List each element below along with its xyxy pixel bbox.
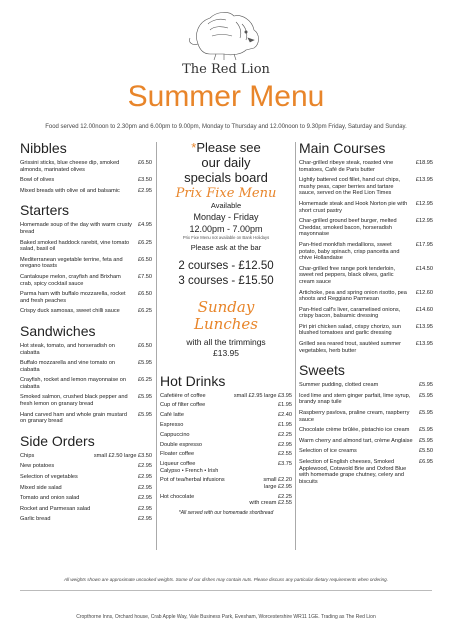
item-desc: Homemade soup of the day with warm crusty bread xyxy=(20,222,132,235)
item-price: £13.95 xyxy=(415,323,433,330)
item-price: £12.95 xyxy=(415,218,433,225)
item-desc: Double espresso xyxy=(160,441,202,448)
item-price: £6.25 xyxy=(138,308,152,315)
item-desc: Cup of filter coffee xyxy=(160,402,206,409)
prix-fixe-available: Available xyxy=(210,200,242,210)
item-price: £17.95 xyxy=(415,241,433,248)
item-price: £1.95 xyxy=(278,421,292,428)
item-desc: Bowl of olives xyxy=(20,177,55,184)
item-desc: Hand carved ham and whole grain mustard on granary bread xyxy=(20,411,127,425)
item-desc: Crayfish, rocket and lemon mayonnaise on ciabatta xyxy=(20,377,127,390)
item-desc: Grilled sea reared trout, sautéed summer vegetables, herb butter xyxy=(299,341,401,354)
list-item xyxy=(160,432,292,439)
item-price: £3.75 xyxy=(278,461,292,468)
specials-line: our daily xyxy=(201,155,251,170)
item-desc: Grissini sticks, blue cheese dip, smoked almonds, marinated olives xyxy=(20,160,120,173)
item-price: £6.25 xyxy=(138,377,152,384)
item-desc: Calypso • French • Irish xyxy=(160,467,219,474)
item-desc: Char-grilled ground beef burger, melted Cheddar, smoked bacon, horseradish mayonnaise xyxy=(299,218,397,238)
prix-fixe-days: Monday - Friday xyxy=(193,211,259,222)
sunday-price: £13.95 xyxy=(213,347,239,358)
specials-line: specials board xyxy=(184,170,268,185)
item-price: £5.95 xyxy=(138,394,152,401)
two-courses-price: 2 courses - £12.50 xyxy=(178,259,274,272)
list-item xyxy=(299,341,433,354)
item-desc: Artichoke, pea and spring onion risotto, pea shoots and Reggiano Parmesan xyxy=(299,289,407,303)
item-desc: Lightly battered cod fillet, hand cut chips, mushy peas, caper berries and tartare sauce, served on the Red Lion Times xyxy=(299,177,401,197)
footer-address: Cropthorne Inns, Orchard house, Crab Apple Way, Vale Business Park, Evesham, Worcestershire WR11 1GE. Trading as The Red Lion xyxy=(76,614,376,620)
item-desc: Char-grilled free range pork tenderloin, sweet red peppers, black olives, garlic cream sauce xyxy=(299,265,396,285)
item-price: £12.60 xyxy=(415,289,433,296)
list-item xyxy=(20,394,152,407)
prix-fixe-box xyxy=(160,186,292,289)
item-price: £2.95 xyxy=(138,463,152,470)
list-item xyxy=(299,160,433,173)
list-item xyxy=(299,438,433,445)
lion-logo-icon xyxy=(176,4,276,64)
item-desc: Buffalo mozzarella and vine tomato on ciabatta xyxy=(20,360,116,373)
item-price: £2.40 xyxy=(278,412,292,419)
list-item xyxy=(299,201,433,214)
item-desc: Warm cherry and almond tart, crème Anglaise xyxy=(299,437,413,444)
item-desc: Pot of tea/herbal infusions xyxy=(160,477,225,484)
item-price: large £2.95 xyxy=(264,484,292,491)
middle-column xyxy=(160,140,292,517)
item-desc: Chocolate crème brûlée, pistachio ice cream xyxy=(299,427,410,434)
list-item xyxy=(20,274,152,287)
column-divider xyxy=(295,142,296,550)
list-item xyxy=(20,474,152,481)
list-item xyxy=(299,177,433,197)
item-price: £5.95 xyxy=(419,392,433,399)
item-price: £3.50 xyxy=(138,177,152,184)
list-item xyxy=(299,290,433,303)
list-item xyxy=(20,453,152,460)
item-desc: Smoked salmon, crushed black pepper and fresh lemon on granary bread xyxy=(20,394,128,408)
item-price: small £2.50 large £3.50 xyxy=(93,452,152,459)
item-desc: Iced lime and stem ginger parfait, lime syrup, brandy snap tuile xyxy=(299,392,411,406)
item-desc: Hot steak, tomato, and horseradish on ciabatta xyxy=(20,342,115,356)
sunday-title: Lunches xyxy=(194,314,258,333)
item-desc: Cantaloupe melon, crayfish and Brixham crab, spicy cocktail sauce xyxy=(20,273,121,287)
prix-fixe-ask: Please ask at the bar xyxy=(190,242,262,252)
list-item xyxy=(160,494,292,501)
starters-list xyxy=(20,222,152,315)
item-price: £6.50 xyxy=(138,342,152,349)
hot-drinks-list xyxy=(160,393,292,507)
page-title: Summer Menu xyxy=(127,80,325,113)
sweets-heading: Sweets xyxy=(299,362,345,379)
item-price: £2.55 xyxy=(278,451,292,458)
item-price: £5.95 xyxy=(419,437,433,444)
main-courses-heading: Main Courses xyxy=(299,140,386,156)
list-item xyxy=(160,402,292,409)
item-price: £2.95 xyxy=(138,484,152,491)
main-courses-list xyxy=(299,160,433,354)
item-price: £2.95 xyxy=(278,441,292,448)
sandwiches-heading: Sandwiches xyxy=(20,322,96,339)
sunday-trimmings: with all the trimmings xyxy=(186,336,266,347)
list-item xyxy=(299,393,433,406)
item-price: £5.95 xyxy=(419,410,433,417)
list-item xyxy=(160,422,292,429)
sandwiches-list xyxy=(20,343,152,425)
specials-notice xyxy=(160,140,292,185)
list-item xyxy=(299,218,433,238)
list-item xyxy=(299,307,433,320)
item-price: £5.95 xyxy=(419,427,433,434)
list-item xyxy=(160,461,292,468)
item-desc: Baked smoked haddock rarebit, vine tomato salad, basil oil xyxy=(20,239,130,253)
prix-fixe-note: Prix Fixe Menu not available on Bank Holidays xyxy=(182,234,270,240)
list-item xyxy=(160,500,292,507)
item-price: £18.95 xyxy=(415,160,433,166)
item-price: £2.95 xyxy=(138,516,152,523)
item-desc: Raspberry pavlova, praline cream, raspberry sauce xyxy=(299,410,410,423)
list-item xyxy=(299,242,433,262)
item-desc: Tomato and onion salad xyxy=(20,495,80,502)
item-price: £4.95 xyxy=(138,222,152,229)
item-desc: Mediterranean vegetable terrine, feta and oregano toasts xyxy=(20,256,123,270)
list-item xyxy=(20,377,152,390)
list-item xyxy=(160,477,292,484)
item-desc: Mixed breads with olive oil and balsamic xyxy=(20,187,120,194)
item-desc: Floater coffee xyxy=(160,451,195,458)
item-price: £5.95 xyxy=(138,411,152,418)
item-price: £5.95 xyxy=(138,360,152,367)
list-item xyxy=(20,485,152,492)
column-divider xyxy=(156,142,157,550)
item-price: £2.25 xyxy=(278,493,292,500)
item-desc: Espresso xyxy=(160,421,184,428)
item-price: £2.95 xyxy=(138,495,152,502)
item-desc: Piri piri chicken salad, crispy chorizo, sun blushed tomatoes and garlic dressing xyxy=(299,323,401,337)
item-price: £5.95 xyxy=(419,382,433,389)
list-item xyxy=(20,308,152,315)
item-desc: Pan-fried monkfish medallions, sweet potato, baby spinach, crisp pancetta and chive Hollandaise xyxy=(299,241,400,262)
item-price: £13.95 xyxy=(415,177,433,184)
list-item xyxy=(160,393,292,400)
item-price: £14.50 xyxy=(415,265,433,272)
starters-heading: Starters xyxy=(20,202,70,219)
item-price: £2.95 xyxy=(138,505,152,512)
hot-drinks-note: *All served with our homemade shortbread xyxy=(178,510,274,517)
item-desc: Selection of ice creams xyxy=(299,448,357,455)
item-price: £14.60 xyxy=(415,306,433,313)
item-desc: Selection of vegetables xyxy=(20,474,78,481)
list-item xyxy=(20,257,152,270)
item-price: £6.50 xyxy=(138,160,152,166)
list-item xyxy=(20,343,152,356)
list-item xyxy=(299,410,433,423)
item-price: £6.50 xyxy=(138,256,152,263)
list-item xyxy=(160,451,292,458)
item-price: £1.95 xyxy=(278,402,292,409)
item-desc: Hot chocolate xyxy=(160,493,195,500)
specials-line: Please see xyxy=(196,140,261,155)
list-item xyxy=(160,442,292,449)
item-desc: Mixed side salad xyxy=(20,484,62,491)
side-orders-list xyxy=(20,453,152,523)
item-price: £12.95 xyxy=(415,200,433,207)
right-column xyxy=(299,140,433,489)
prix-fixe-hours: 12.00pm - 7.00pm xyxy=(189,223,263,234)
hot-drinks-heading: Hot Drinks xyxy=(160,372,226,389)
item-desc: Cafetière of coffee xyxy=(160,392,206,399)
item-price: small £2.95 large £3.95 xyxy=(233,392,292,399)
item-desc: Chips xyxy=(20,452,35,459)
list-item xyxy=(20,188,152,195)
item-price: £6.95 xyxy=(419,459,433,465)
item-desc: Parma ham with buffalo mozzarella, rocket and fresh peaches xyxy=(20,291,126,304)
nibbles-list xyxy=(20,160,152,194)
item-desc: Homemade steak and Hook Norton pie with short crust pastry xyxy=(299,200,408,214)
list-item xyxy=(20,291,152,304)
item-price: small £2.20 xyxy=(263,477,292,484)
item-desc: Summer pudding, clotted cream xyxy=(299,382,379,389)
nibbles-heading: Nibbles xyxy=(20,140,67,156)
sunday-title: Sunday xyxy=(197,297,255,316)
item-price: £13.95 xyxy=(415,341,433,348)
list-item xyxy=(20,360,152,373)
item-price: £2.25 xyxy=(278,431,292,438)
item-desc: New potatoes xyxy=(20,463,55,470)
left-column xyxy=(20,140,152,527)
list-item xyxy=(20,463,152,470)
list-item xyxy=(20,495,152,502)
side-orders-heading: Side Orders xyxy=(20,432,95,449)
item-desc: Char-grilled ribeye steak, roasted vine tomatoes, Café de Paris butter xyxy=(299,160,394,173)
item-desc: Café latte xyxy=(160,412,184,419)
list-item xyxy=(20,516,152,523)
item-price: with cream £2.55 xyxy=(249,500,292,507)
item-desc: Crispy duck samosas, sweet chilli sauce xyxy=(20,308,120,315)
item-desc: Cappuccino xyxy=(160,431,190,438)
item-price: £5.50 xyxy=(419,448,433,455)
list-item xyxy=(160,484,292,491)
specials-star: * xyxy=(191,140,197,155)
list-item xyxy=(20,177,152,184)
item-price: £2.95 xyxy=(138,187,152,194)
list-item xyxy=(20,506,152,513)
item-price: £7.50 xyxy=(138,273,152,280)
list-item xyxy=(20,240,152,253)
menu-header xyxy=(0,0,452,130)
list-item xyxy=(160,412,292,419)
item-price: £2.95 xyxy=(138,474,152,481)
serving-times: Food served 12.00noon to 2.30pm and 6.00pm to 9.00pm, Monday to Thursday and 12.00noon to 9.30pm Friday, Saturday and Sunday. xyxy=(45,124,407,130)
item-desc: Liqueur coffee xyxy=(160,461,196,468)
brand-name: The Red Lion xyxy=(182,62,270,77)
list-item xyxy=(299,382,433,389)
item-desc: Rocket and Parmesan salad xyxy=(20,505,91,512)
sweets-list xyxy=(299,382,433,485)
footer-divider xyxy=(20,590,432,591)
item-price: £6.25 xyxy=(138,239,152,246)
list-item xyxy=(20,160,152,173)
item-desc: Pan-fried calf's liver, caramelised onions, crispy bacon, balsamic dressing xyxy=(299,306,401,320)
list-item xyxy=(299,324,433,337)
item-price: £6.50 xyxy=(138,291,152,298)
list-item xyxy=(299,448,433,455)
list-item xyxy=(160,468,292,475)
list-item xyxy=(20,222,152,235)
prix-fixe-title: Prix Fixe Menu xyxy=(175,186,277,201)
list-item xyxy=(20,412,152,425)
list-item xyxy=(299,459,433,485)
item-desc: Garlic bread xyxy=(20,516,51,523)
list-item xyxy=(299,427,433,434)
item-desc: Selection of English cheeses, Smoked Applewood, Cotswold Brie and Oxford Blue with homemade grape chutney, celery and biscuits xyxy=(299,459,407,485)
sunday-lunch-box xyxy=(160,299,292,359)
three-courses-price: 3 courses - £15.50 xyxy=(178,274,274,287)
dietary-note: All weights shown are approximate uncooked weights. Some of our dishes may contain nuts. Please discuss any particular dietary requirements when ordering. xyxy=(63,577,389,582)
list-item xyxy=(299,266,433,286)
